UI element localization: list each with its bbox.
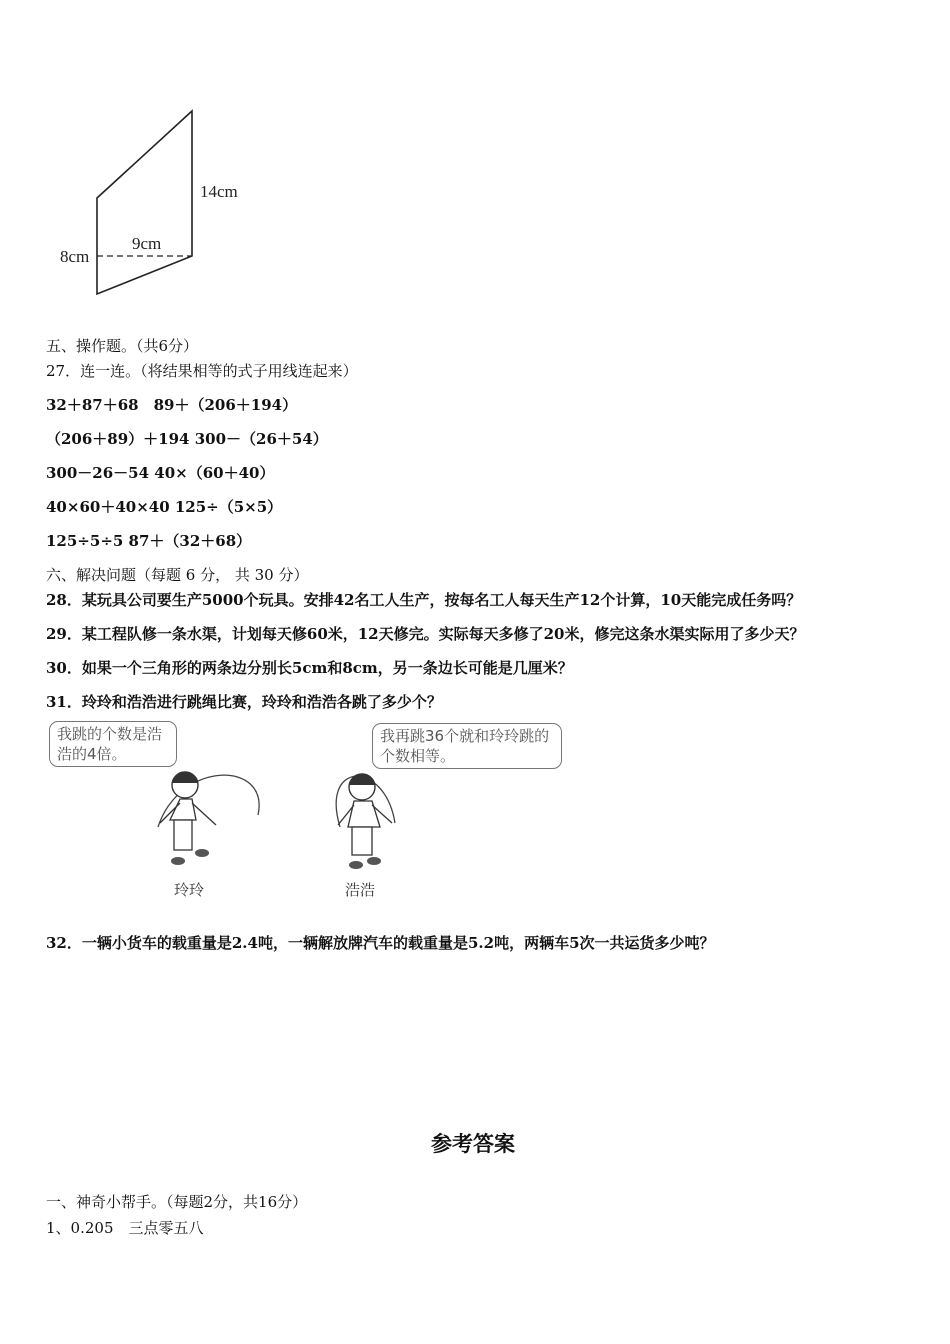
q27-row-3: 300－26－54 40×（60＋40） <box>46 464 275 482</box>
jump-rope-illustration <box>140 765 560 885</box>
label-14cm: 14cm <box>200 182 238 201</box>
q27-title: 27．连一连。（将结果相等的式子用线连起来） <box>46 362 358 380</box>
q29: 29．某工程队修一条水渠，计划每天修60米，12天修完。实际每天多修了20米，修完这条水渠实际用了多少天？ <box>46 625 805 643</box>
q27-row-5: 125÷5÷5 87＋（32＋68） <box>46 532 252 550</box>
q31: 31．玲玲和浩浩进行跳绳比赛，玲玲和浩浩各跳了多少个？ <box>46 693 442 711</box>
section5-heading: 五、操作题。（共6分） <box>46 337 199 355</box>
answers-section1-heading: 一、神奇小帮手。（每题2分，共16分） <box>46 1193 308 1211</box>
label-9cm: 9cm <box>132 234 162 253</box>
q30: 30．如果一个三角形的两条边分别长5cm和8cm，另一条边长可能是几厘米？ <box>46 659 573 677</box>
name-haohao: 浩浩 <box>345 881 376 899</box>
speech-bubble-haohao: 我再跳36个就和玲玲跳的个数相等。 <box>372 723 562 769</box>
trapezoid-figure <box>50 100 310 310</box>
q27-row-4: 40×60＋40×40 125÷（5×5） <box>46 498 283 516</box>
q32: 32．一辆小货车的载重量是2.4吨，一辆解放牌汽车的载重量是5.2吨，两辆车5次一共运货多少吨？ <box>46 934 715 952</box>
boy-haohao-icon <box>336 774 395 869</box>
answer-1: 1、0.205 三点零五八 <box>46 1219 204 1237</box>
q27-row-1: 32＋87＋68 89＋（206＋194） <box>46 396 298 414</box>
name-lingling: 玲玲 <box>174 881 205 899</box>
girl-lingling-icon <box>158 772 259 865</box>
speech-bubble-lingling: 我跳的个数是浩浩的4倍。 <box>49 721 177 767</box>
trapezoid-shape <box>97 111 192 294</box>
label-8cm: 8cm <box>60 247 90 266</box>
section6-heading: 六、解决问题（每题 6 分， 共 30 分） <box>46 566 309 584</box>
q28: 28．某玩具公司要生产5000个玩具。安排42名工人生产，按每名工人每天生产12个计算，10天能完成任务吗？ <box>46 591 802 609</box>
q27-row-2: （206＋89）＋194 300－（26＋54） <box>46 430 328 448</box>
answer-title: 参考答案 <box>431 1131 515 1156</box>
